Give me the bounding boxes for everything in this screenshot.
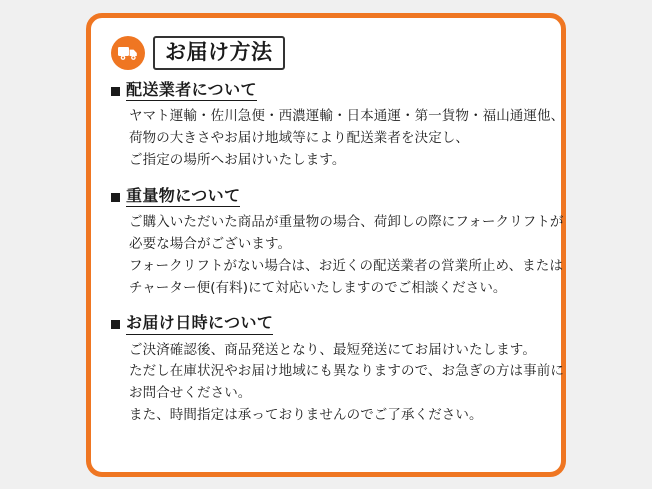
body-line: 必要な場合がございます。 — [129, 235, 292, 252]
bullet-square-icon — [111, 320, 120, 329]
section-shipping-carrier — [111, 80, 565, 172]
body-line: 荷物の大きさやお届け地域等により配送業者を決定し、 — [129, 130, 469, 147]
delivery-truck-icon — [111, 36, 145, 70]
section-heading-row — [111, 80, 543, 101]
body-line: ご指定の場所へお届けいたします。 — [129, 151, 346, 168]
body-line: ただし在庫状況やお届け地域にも異なりますので、お急ぎの方は事前に — [129, 363, 564, 380]
section-heading-row — [111, 313, 543, 334]
body-line: ご購入いただいた商品が重量物の場合、荷卸しの際にフォークリフトが — [129, 213, 564, 230]
section-heading-row — [111, 186, 543, 207]
section-body — [129, 212, 564, 299]
body-line: ヤマト運輸・佐川急便・西濃運輸・日本通運・第一貨物・福山通運他、 — [129, 108, 565, 125]
section-title: お届け日時について — [126, 313, 273, 334]
delivery-method-card — [86, 13, 566, 477]
section-delivery-datetime — [111, 313, 564, 427]
body-line: お問合せください。 — [129, 385, 252, 402]
bullet-square-icon — [111, 87, 120, 96]
body-line: また、時間指定は承っておりませんのでご了承ください。 — [129, 407, 483, 424]
section-title: 重量物について — [126, 186, 240, 207]
page-title: お届け方法 — [153, 36, 285, 69]
bullet-square-icon — [111, 193, 120, 202]
body-line: ご決済確認後、商品発送となり、最短発送にてお届けいたします。 — [129, 341, 536, 358]
card-title-row — [111, 36, 543, 70]
section-body — [129, 340, 564, 427]
section-heavy-items — [111, 185, 564, 300]
body-line: チャーター便(有料)にて対応いたしますのでご相談ください。 — [129, 279, 507, 296]
section-body — [129, 106, 565, 172]
section-title: 配送業者について — [126, 80, 257, 101]
body-line: フォークリフトがない場合は、お近くの配送業者の営業所止め、または — [129, 257, 563, 274]
